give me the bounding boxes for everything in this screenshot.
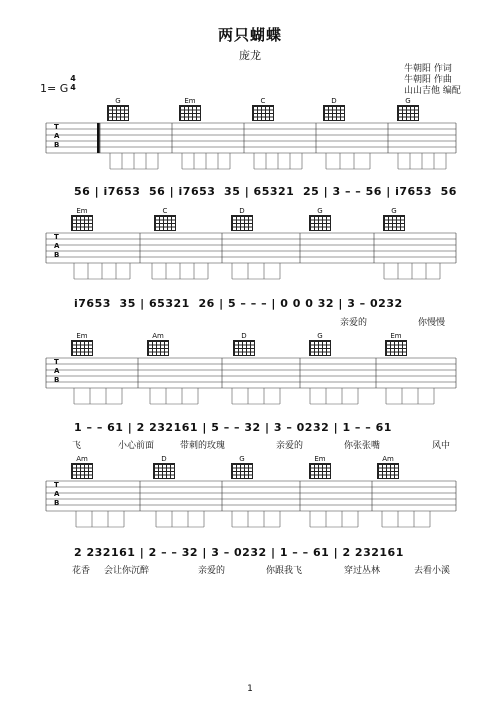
- chord-name: C: [260, 97, 266, 105]
- tab-letter-b: B: [54, 141, 60, 149]
- score-system-2: [0, 205, 500, 328]
- jianpu-notation: i7653 35 | 65321 26 | 5 – – – | 0 0 0 32 | 3 – 0232: [74, 297, 403, 310]
- chord-name: G: [317, 207, 323, 215]
- lyric-text: 亲爱的: [276, 441, 304, 451]
- tab-letter-t: T: [54, 123, 59, 131]
- chord-name: G: [239, 455, 245, 463]
- tab-letter-t: T: [54, 233, 59, 241]
- lyric-text: 亲爱的: [340, 318, 368, 328]
- chord-name: G: [391, 207, 397, 215]
- song-title: 两只蝴蝶: [217, 26, 282, 44]
- chord-name: G: [317, 332, 323, 340]
- jianpu-notation: 56 | i7653 56 | i7653 35 | 65321 25 | 3 – – 56 | i7653 56: [74, 185, 457, 198]
- singer-name: 庞龙: [239, 49, 261, 62]
- lyric-text: 花香: [72, 566, 91, 576]
- chord-name: Am: [382, 455, 394, 463]
- lyric-text: 去看小溪: [414, 566, 451, 576]
- chord-name: Em: [390, 332, 402, 340]
- tab-letter-a: A: [54, 490, 60, 498]
- arranger-credit: 山山吉他 编配: [404, 86, 461, 96]
- tab-letter-t: T: [54, 481, 59, 489]
- score-system-1: [0, 95, 500, 205]
- tab-letter-a: A: [54, 367, 60, 375]
- jianpu-notation: 1 – – 61 | 2 232161 | 5 – – 32 | 3 – 0232 | 1 – – 61: [74, 421, 392, 434]
- chord-name: Em: [184, 97, 196, 105]
- tab-letter-a: A: [54, 132, 60, 140]
- tab-clef: [54, 481, 59, 508]
- lyricist-credit: 牛朝阳 作词: [404, 64, 452, 74]
- lyric-text: 会让你沉醉: [104, 566, 150, 576]
- score-system-4: [0, 453, 500, 578]
- time-signature-top: 4: [70, 74, 76, 83]
- lyric-text: 小心前面: [118, 441, 155, 451]
- chord-name: Am: [152, 332, 164, 340]
- chord-name: Am: [76, 455, 88, 463]
- chord-name: D: [239, 207, 245, 215]
- chord-name: Em: [314, 455, 326, 463]
- tab-letter-b: B: [54, 376, 60, 384]
- tab-letter-a: A: [54, 242, 60, 250]
- lyric-text: 你跟我飞: [266, 566, 303, 576]
- score-system-3: [0, 330, 500, 450]
- chord-name: D: [331, 97, 337, 105]
- tab-clef: [54, 233, 59, 260]
- time-signature: [68, 74, 78, 92]
- lyric-text: 亲爱的: [198, 566, 226, 576]
- chord-name: G: [405, 97, 411, 105]
- tab-letter-b: B: [54, 251, 60, 259]
- chord-name: C: [162, 207, 168, 215]
- page-number: 1: [247, 684, 253, 694]
- chord-name: Em: [76, 207, 88, 215]
- lyric-text: 你慢慢: [418, 318, 446, 328]
- jianpu-notation: 2 232161 | 2 – – 32 | 3 – 0232 | 1 – – 61 | 2 232161: [74, 546, 404, 559]
- lyric-text: 带刺的玫瑰: [180, 441, 226, 451]
- chord-name: D: [241, 332, 247, 340]
- chord-name: D: [161, 455, 167, 463]
- lyric-text: 风中: [432, 441, 451, 451]
- tab-clef: [54, 358, 59, 385]
- tab-clef: [54, 123, 59, 150]
- tab-letter-t: T: [54, 358, 59, 366]
- lyric-text: 穿过丛林: [344, 566, 381, 576]
- time-signature-bottom: 4: [70, 83, 76, 92]
- key-signature: 1= G: [40, 82, 69, 95]
- composer-credit: 牛朝阳 作曲: [404, 75, 452, 85]
- lyric-text: 飞: [72, 441, 82, 451]
- chord-name: Em: [76, 332, 88, 340]
- tab-letter-b: B: [54, 499, 60, 507]
- chord-name: G: [115, 97, 121, 105]
- lyric-text: 你张张嘴: [344, 441, 381, 451]
